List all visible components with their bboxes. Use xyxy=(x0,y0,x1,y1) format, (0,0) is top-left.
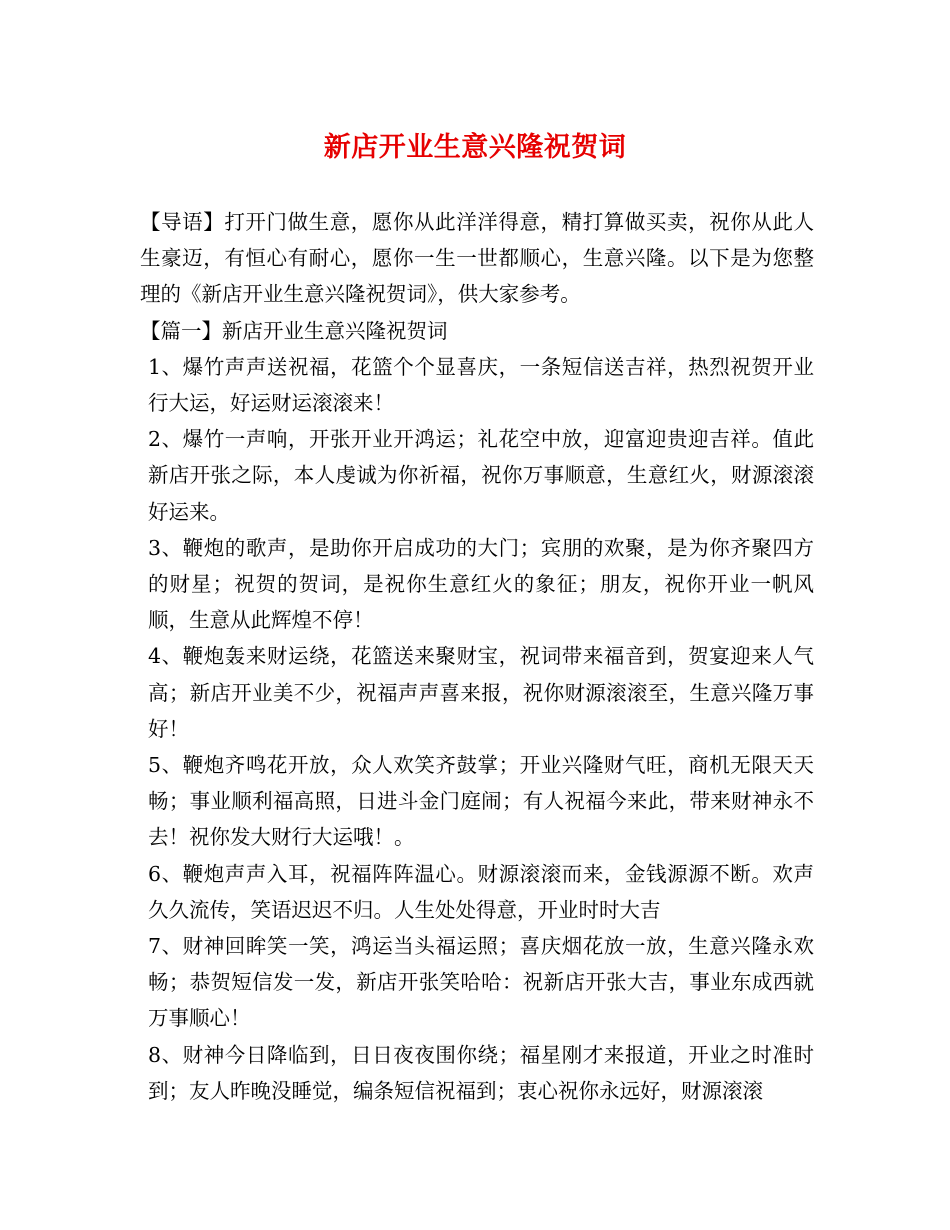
document-title: 新店开业生意兴隆祝贺词 xyxy=(323,132,627,163)
section-heading: 【篇一】新店开业生意兴隆祝贺词 xyxy=(140,318,448,343)
greeting-item-5: 5、鞭炮齐鸣花开放，众人欢笑齐鼓掌；开业兴隆财气旺，商机无限天天畅；事业顺利福高照，日进斗金门庭闹；有人祝福今来此，带来财神永不去！祝你发大财行大运哦！。 xyxy=(148,753,814,850)
greeting-item-4: 4、鞭炮轰来财运绕，花篮送来聚财宝，祝词带来福音到，贺宴迎来人气高；新店开业美不少，祝福声声喜来报，祝你财源滚滚至，生意兴隆万事好！ xyxy=(148,644,814,741)
intro-paragraph: 【导语】打开门做生意，愿你从此洋洋得意，精打算做买卖，祝你从此人生豪迈，有恒心有耐心，愿你一生一世都顺心，生意兴隆。以下是为您整理的《新店开业生意兴隆祝贺词》，供大家参考。 xyxy=(140,210,814,307)
greeting-item-1: 1、爆竹声声送祝福，花篮个个显喜庆，一条短信送吉祥，热烈祝贺开业行大运，好运财运滚滚来！ xyxy=(148,354,814,416)
greeting-item-8: 8、财神今日降临到，日日夜夜围你绕；福星刚才来报道，开业之时准时到；友人昨晚没睡觉，编条短信祝福到；衷心祝你永远好，财源滚滚 xyxy=(148,1042,814,1103)
greeting-item-3: 3、鞭炮的歌声，是助你开启成功的大门；宾朋的欢聚，是为你齐聚四方的财星；祝贺的贺词，是祝你生意红火的象征；朋友，祝你开业一帆风顺，生意从此辉煌不停！ xyxy=(148,535,814,633)
greeting-item-7: 7、财神回眸笑一笑，鸿运当头福运照；喜庆烟花放一放，生意兴隆永欢畅；恭贺短信发一发，新店开张笑哈哈：祝新店开张大吉，事业东成西就万事顺心！ xyxy=(148,934,814,1031)
document-body xyxy=(140,204,814,1109)
greeting-item-6: 6、鞭炮声声入耳，祝福阵阵温心。财源滚滚而来，金钱源源不断。欢声久久流传，笑语迟迟不归。人生处处得意，开业时时大吉 xyxy=(148,861,814,922)
greeting-item-2: 2、爆竹一声响，开张开业开鸿运；礼花空中放，迎富迎贵迎吉祥。值此新店开张之际，本人虔诚为你祈福，祝你万事顺意，生意红火，财源滚滚好运来。 xyxy=(148,427,814,524)
